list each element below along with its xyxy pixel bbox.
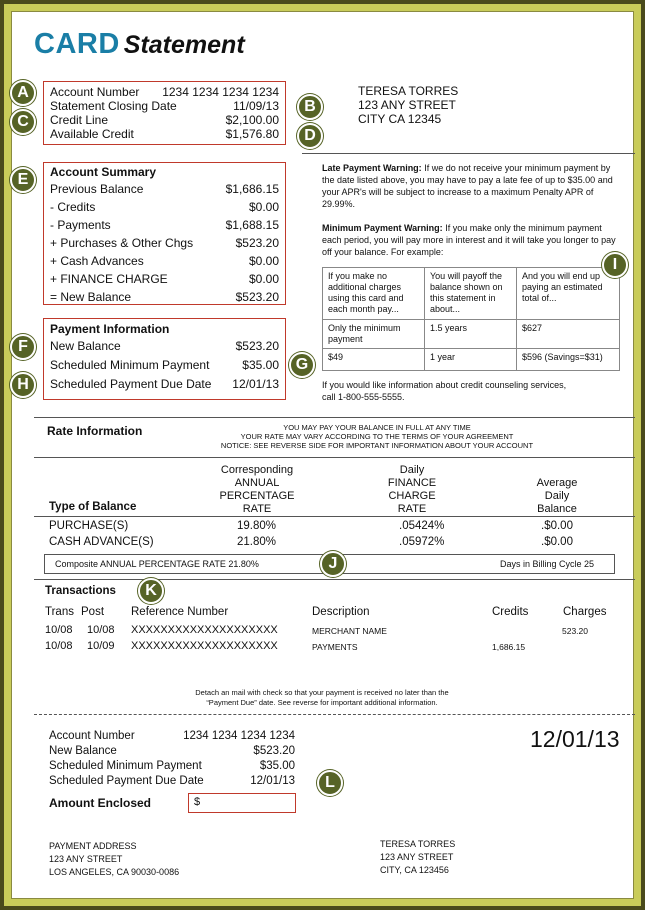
divider: [34, 417, 635, 418]
badge-h: H: [10, 372, 36, 398]
summary-row: Previous Balance $1,686.15: [50, 182, 279, 196]
statement-page: CARD Statement Account Number 1234 1234 1234 1234 Statement Closing Date 11/09/13 Credit Line $2,100.00 Available Credit $1,576.80 TERESA TORRES 123 ANY STREET CITY CA 12345 Account Summary Previous Balance $1,686.15 - Credits $0.00 - Payments $1,688.15 + Purchases & Other Chgs $523.20 + Cash Advances $0.00 + FINANCE CHARGE $0.00 = New Balance $523.20 Payment Information New Balance $523.20 Scheduled Minimum Payment $35.00 Scheduled Payment Due Date 12/01/13 Late Payment Warning: If we do not receive your minimum payment by the date listed above, you may have to pay a late fee of up to $35.00 and your APR's will be subject to increase to a maximum Penalty APR of 29.99%. Minimum Payment Warning: If you make only the minimum payment each period, you will pay more in interest and it will take you longer to pay off your balance. For example: If you make no additional charges using this card and each month pay... You will payoff the balance shown on this statement in about... And you will end up paying an estimated total of... Only the minimum payment 1.5 years $627 $49 1 year $596 (Savings=$31) If you would like information about credit counseling services, call 1-800-555-5555. Rate Information YOU MAY PAY YOUR BALANCE IN FULL AT ANY TIME YOUR RATE MAY VARY ACCORDING TO THE TERMS OF YOUR AGREEMENT NOTICE: SEE REVERSE SIDE FOR IMPORTANT INFORMATION ABOUT YOUR ACCOUNT Corresponding ANNUAL PERCENTAGE RATE Daily FINANCE CHARGE RATE Average Daily Balance Type of Balance PURCHASE(S) 19.80% .05424% .$0.00 CASH ADVANCE(S) 21.80% .05972% .$0.00 Composite ANNUAL PERCENTAGE RATE 21.80% Days in Billing Cycle 25 Transactions Trans Post Reference Number Description Credits Charges 10/08 10/08 XXXXXXXXXXXXXXXXXXXX MERCHANT NAME 523.20 10/08 10/09 XXXXXXXXXXXXXXXXXXXX PAYMENTS 1,686.15 Detach an mail with check so that your payment is received no later than the “Payment Due” date. See reverse for important additional information. Account Number 1234 1234 1234 1234 New Balance $523.20 Scheduled Minimum Payment $35.00 Scheduled Payment Due Date 12/01/13 12/01/13 Amount Enclosed $ PAYMENT ADDRESS 123 ANY STREET LOS ANGELES, CA 90030-0086 TERESA TORRES 123 ANY STREET CITY, CA 123456 A B C D E F G H I J K L: [11, 11, 634, 899]
account-info-box: [43, 81, 286, 145]
badge-j: J: [320, 551, 346, 577]
summary-row: - Payments $1,688.15: [50, 218, 279, 232]
summary-row: + Cash Advances $0.00: [50, 254, 279, 268]
payment-info-title: Payment Information: [50, 322, 170, 336]
detach-line: [34, 714, 635, 715]
badge-f: F: [10, 334, 36, 360]
summary-row: + FINANCE CHARGE $0.00: [50, 272, 279, 286]
summary-row: + Purchases & Other Chgs $523.20: [50, 236, 279, 250]
badge-e: E: [10, 167, 36, 193]
coupon-row: New Balance $523.20: [49, 745, 295, 757]
badge-a: A: [10, 80, 36, 106]
account-summary-title: Account Summary: [50, 165, 157, 179]
late-payment-warning: Late Payment Warning: If we do not receive your minimum payment by the date listed above, you may have to pay a late fee of up to $35.00 and your APR's will be subject to increase to a maximum Penalty APR of 29.99%.: [322, 163, 613, 209]
divider: [34, 579, 635, 580]
title-statement: Statement: [123, 31, 245, 59]
rate-notice: YOU MAY PAY YOUR BALANCE IN FULL AT ANY TIME YOUR RATE MAY VARY ACCORDING TO THE TERMS OF YOUR AGREEMENT NOTICE: SEE REVERSE SIDE FOR IMPORTANT INFORMATION ABOUT YOUR ACCOUNT: [220, 423, 534, 450]
customer-address: TERESA TORRES 123 ANY STREET CITY CA 12345: [358, 84, 459, 126]
summary-row: - Credits $0.00: [50, 200, 279, 214]
credit-counseling: If you would like information about credit counseling services, call 1-800-555-5555.: [322, 380, 567, 402]
composite-apr-box: Composite ANNUAL PERCENTAGE RATE 21.80% Days in Billing Cycle 25: [44, 554, 615, 574]
badge-d: D: [297, 123, 323, 149]
closing-date-row: Statement Closing Date 11/09/13: [50, 99, 279, 113]
badge-k: K: [138, 578, 164, 604]
detach-notice: Detach an mail with check so that your payment is received no later than the “Payment Due” date. See reverse for important additional information.: [195, 688, 449, 707]
payment-info-box: [43, 318, 286, 400]
divider: [34, 516, 635, 517]
badge-i: I: [602, 252, 628, 278]
divider: [34, 457, 635, 458]
account-number-row: Account Number 1234 1234 1234 1234: [50, 85, 279, 99]
coupon-row: Scheduled Payment Due Date 12/01/13: [49, 775, 295, 787]
title-card: CARD: [34, 28, 120, 60]
credit-line-row: Credit Line $2,100.00: [50, 113, 279, 127]
payment-row: Scheduled Payment Due Date 12/01/13: [50, 377, 279, 391]
divider: [302, 153, 635, 154]
summary-row: = New Balance $523.20: [50, 290, 279, 304]
badge-l: L: [317, 770, 343, 796]
coupon-info: [49, 729, 295, 789]
type-of-balance-header: Type of Balance: [49, 501, 137, 513]
badge-c: C: [10, 109, 36, 135]
table-row: Only the minimum payment 1.5 years $627: [323, 320, 620, 349]
amount-enclosed-label: Amount Enclosed: [49, 796, 152, 810]
coupon-row: Account Number 1234 1234 1234 1234: [49, 730, 295, 742]
page-title: [34, 28, 245, 61]
daily-rate-header: Daily FINANCE CHARGE RATE: [387, 464, 437, 515]
payment-row: Scheduled Minimum Payment $35.00: [50, 358, 279, 372]
table-row: $49 1 year $596 (Savings=$31): [323, 349, 620, 371]
transactions-header: Trans Post Reference Number Description Credits Charges: [45, 606, 607, 618]
table-row: If you make no additional charges using this card and each month pay... You will payoff the balance shown on this statement in about... And you will end up paying an estimated total of...: [323, 268, 620, 320]
transactions-title: Transactions: [45, 585, 116, 597]
transaction-row: 10/08 10/08 XXXXXXXXXXXXXXXXXXXX MERCHANT NAME 523.20: [45, 624, 588, 636]
due-date-large: 12/01/13: [530, 726, 620, 752]
account-summary-box: [43, 162, 286, 305]
rate-info-title: Rate Information: [47, 424, 143, 438]
transaction-row: 10/08 10/09 XXXXXXXXXXXXXXXXXXXX PAYMENTS 1,686.15: [45, 640, 526, 652]
available-credit-row: Available Credit $1,576.80: [50, 127, 279, 141]
payment-row: New Balance $523.20: [50, 339, 279, 353]
minimum-payment-warning: Minimum Payment Warning: If you make only the minimum payment each period, you will pay more in interest and it will take you longer to pay off your balance. For example:: [322, 223, 616, 257]
badge-b: B: [297, 94, 323, 120]
avg-balance-header: Average Daily Balance: [536, 477, 578, 515]
payment-address: PAYMENT ADDRESS 123 ANY STREET LOS ANGELES, CA 90030-0086: [49, 841, 180, 877]
customer-mailing-address: TERESA TORRES 123 ANY STREET CITY, CA 123456: [380, 839, 456, 875]
coupon-row: Scheduled Minimum Payment $35.00: [49, 760, 295, 772]
amount-enclosed-field[interactable]: $: [188, 793, 296, 813]
apr-header: Corresponding ANNUAL PERCENTAGE RATE: [219, 464, 295, 515]
payoff-table: [322, 267, 620, 371]
badge-g: G: [289, 352, 315, 378]
